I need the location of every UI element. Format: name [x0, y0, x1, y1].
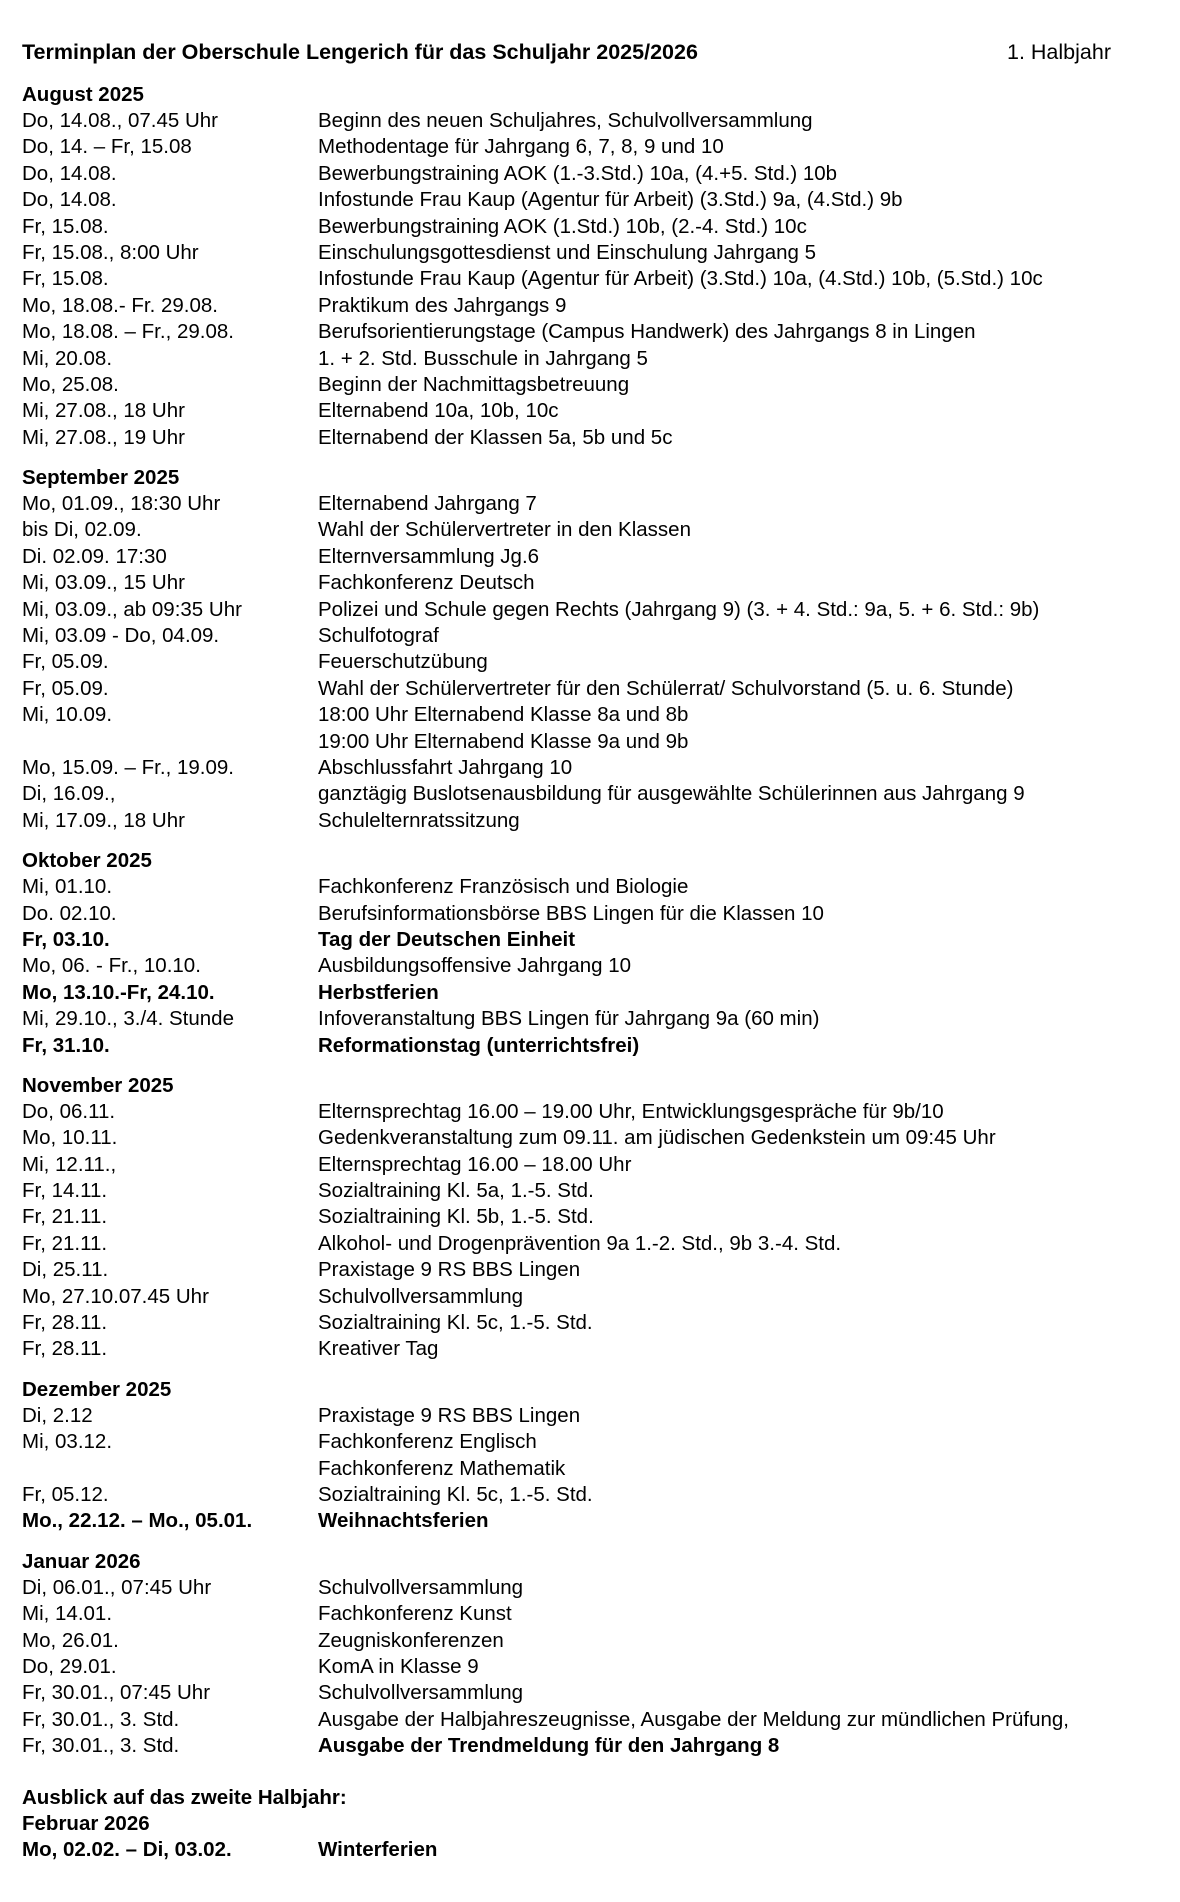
- entry-text: Gedenkveranstaltung zum 09.11. am jüdischen Gedenkstein um 09:45 Uhr: [318, 1126, 996, 1150]
- schedule-row: [22, 1403, 1162, 1429]
- schedule-row: [22, 755, 1162, 781]
- entry-text: Fachkonferenz Englisch: [318, 1430, 537, 1454]
- schedule-row: [22, 1654, 1162, 1680]
- schedule-row: [22, 676, 1162, 702]
- schedule-row: [22, 1284, 1162, 1310]
- month-sections: [22, 82, 1162, 1759]
- entry-date: Fr, 15.08.: [22, 267, 109, 291]
- month-section: [22, 82, 1162, 451]
- month-heading: Oktober 2025: [22, 849, 152, 873]
- entry-date: Fr, 21.11.: [22, 1231, 108, 1255]
- outlook-section: [22, 1785, 1162, 1863]
- entry-date: Mo, 18.08.- Fr. 29.08.: [22, 293, 218, 317]
- month-section: [22, 1363, 1162, 1535]
- schedule-row: [22, 1482, 1162, 1508]
- entry-date: Mi, 01.10.: [22, 875, 113, 899]
- schedule-row: [22, 517, 1162, 543]
- entry-text: Fachkonferenz Mathematik: [318, 1456, 566, 1480]
- entry-date: Mi, 12.11.,: [22, 1152, 117, 1176]
- entry-text: Winterferien: [318, 1838, 438, 1862]
- schedule-row: [22, 1429, 1162, 1455]
- schedule-row: [22, 214, 1162, 240]
- entry-text: Elternabend 10a, 10b, 10c: [318, 399, 559, 423]
- schedule-document: [22, 36, 1162, 1864]
- entry-date: Mo., 22.12. – Mo., 05.01.: [22, 1509, 253, 1533]
- month-heading: August 2025: [22, 83, 144, 106]
- entry-date: Mi, 03.09., 15 Uhr: [22, 571, 185, 595]
- schedule-row: [22, 134, 1162, 160]
- entry-date: Fr, 30.01., 3. Std.: [22, 1734, 180, 1758]
- entry-date: Fr, 31.10.: [22, 1033, 110, 1057]
- entry-text: Ausbildungsoffensive Jahrgang 10: [318, 954, 632, 978]
- entry-text: Sozialtraining Kl. 5a, 1.-5. Std.: [318, 1179, 594, 1203]
- entry-text: Ausgabe der Trendmeldung für den Jahrgang 8: [318, 1734, 780, 1758]
- entry-date: Mi, 20.08.: [22, 346, 113, 370]
- schedule-row: [22, 649, 1162, 675]
- schedule-row: [22, 1628, 1162, 1654]
- entry-text: Schulelternratssitzung: [318, 808, 520, 832]
- entry-text: Elternabend Jahrgang 7: [318, 492, 537, 516]
- schedule-row: [22, 1336, 1162, 1362]
- entry-date: Do, 29.01.: [22, 1654, 117, 1678]
- entry-date: Mo, 10.11.: [22, 1126, 118, 1150]
- schedule-row: [22, 108, 1162, 134]
- entry-text: Bewerbungstraining AOK (1.-3.Std.) 10a, (4.+5. Std.) 10b: [318, 161, 838, 185]
- schedule-row: [22, 1099, 1162, 1125]
- entry-text: Wahl der Schülervertreter für den Schülerrat/ Schulvorstand (5. u. 6. Stunde): [318, 676, 1014, 700]
- schedule-row: [22, 1680, 1162, 1706]
- entry-text: Beginn der Nachmittagsbetreuung: [318, 372, 630, 396]
- month-heading: Dezember 2025: [22, 1377, 172, 1401]
- entry-text: Tag der Deutschen Einheit: [318, 927, 576, 951]
- entry-date: Di, 16.09.,: [22, 782, 116, 806]
- schedule-row: [22, 901, 1162, 927]
- schedule-row: [22, 808, 1162, 834]
- schedule-row: [22, 597, 1162, 623]
- schedule-row: [22, 1601, 1162, 1627]
- schedule-row: [22, 372, 1162, 398]
- entry-text: 18:00 Uhr Elternabend Klasse 8a und 8b: [318, 703, 689, 727]
- entry-text: Fachkonferenz Deutsch: [318, 571, 535, 595]
- month-section: [22, 1059, 1162, 1363]
- entry-text: Schulvollversammlung: [318, 1681, 524, 1705]
- month-heading: September 2025: [22, 466, 180, 490]
- schedule-row: [22, 425, 1162, 451]
- entry-text: Methodentage für Jahrgang 6, 7, 8, 9 und 10: [318, 135, 724, 159]
- entry-date: Fr, 15.08., 8:00 Uhr: [22, 240, 199, 264]
- schedule-row: [22, 544, 1162, 570]
- entry-text: Kreativer Tag: [318, 1337, 439, 1361]
- schedule-row: [22, 293, 1162, 319]
- entry-text: Polizei und Schule gegen Rechts (Jahrgang 9) (3. + 4. Std.: 9a, 5. + 6. Std.: 9b): [318, 597, 1040, 621]
- month-heading: Februar 2026: [22, 1812, 150, 1836]
- schedule-row: [22, 1508, 1162, 1534]
- schedule-row: [22, 702, 1162, 728]
- entry-text: Schulvollversammlung: [318, 1575, 524, 1599]
- entry-text: Beginn des neuen Schuljahres, Schulvollversammlung: [318, 109, 813, 132]
- entry-text: Zeugniskonferenzen: [318, 1628, 504, 1652]
- schedule-row: [22, 1125, 1162, 1151]
- entry-date: Mi, 27.08., 18 Uhr: [22, 399, 185, 423]
- entry-text: Praktikum des Jahrgangs 9: [318, 293, 567, 317]
- entry-date: Mi, 03.12.: [22, 1430, 113, 1454]
- entry-text: Reformationstag (unterrichtsfrei): [318, 1033, 640, 1057]
- schedule-row: [22, 980, 1162, 1006]
- entry-text: Schulfotograf: [318, 624, 439, 648]
- entry-text: KomA in Klasse 9: [318, 1654, 479, 1678]
- entry-text: Praxistage 9 RS BBS Lingen: [318, 1258, 581, 1282]
- entry-text: Schulvollversammlung: [318, 1284, 524, 1308]
- entry-text: Elternversammlung Jg.6: [318, 544, 540, 568]
- schedule-row: [22, 623, 1162, 649]
- entry-text: Wahl der Schülervertreter in den Klassen: [318, 518, 691, 542]
- entry-date: Mo, 25.08.: [22, 372, 119, 396]
- schedule-row: [22, 1033, 1162, 1059]
- entry-date: Mo, 01.09., 18:30 Uhr: [22, 492, 221, 516]
- schedule-row: [22, 953, 1162, 979]
- schedule-row: [22, 570, 1162, 596]
- schedule-row: [22, 1707, 1162, 1733]
- schedule-row: [22, 319, 1162, 345]
- entry-text: Berufsorientierungstage (Campus Handwerk) des Jahrgangs 8 in Lingen: [318, 320, 976, 344]
- entry-date: Mi, 10.09.: [22, 703, 113, 727]
- schedule-row: [22, 161, 1162, 187]
- schedule-row: [22, 1204, 1162, 1230]
- entry-date: Fr, 05.12.: [22, 1482, 109, 1506]
- entry-date: Fr, 05.09.: [22, 676, 109, 700]
- entry-date: Mo, 15.09. – Fr., 19.09.: [22, 755, 234, 779]
- month-heading: Januar 2026: [22, 1549, 141, 1573]
- entry-text: Bewerbungstraining AOK (1.Std.) 10b, (2.-4. Std.) 10c: [318, 214, 807, 238]
- schedule-row: [22, 1456, 1162, 1482]
- entry-date: bis Di, 02.09.: [22, 518, 142, 542]
- entry-text: Infostunde Frau Kaup (Agentur für Arbeit) (3.Std.) 9a, (4.Std.) 9b: [318, 188, 903, 212]
- entry-text: Sozialtraining Kl. 5b, 1.-5. Std.: [318, 1205, 594, 1229]
- entry-text: Sozialtraining Kl. 5c, 1.-5. Std.: [318, 1311, 593, 1335]
- entry-date: Mi, 17.09., 18 Uhr: [22, 808, 185, 832]
- entry-date: Fr, 14.11.: [22, 1179, 108, 1203]
- entry-date: Fr, 28.11.: [22, 1311, 108, 1335]
- entry-date: Mi, 14.01.: [22, 1602, 113, 1626]
- schedule-row: [22, 398, 1162, 424]
- entry-text: Elternabend der Klassen 5a, 5b und 5c: [318, 425, 673, 449]
- entry-text: 1. + 2. Std. Busschule in Jahrgang 5: [318, 346, 648, 370]
- entry-date: Di, 25.11.: [22, 1258, 109, 1282]
- entry-date: Fr, 30.01., 07:45 Uhr: [22, 1681, 211, 1705]
- month-section: [22, 834, 1162, 1059]
- entry-text: Weihnachtsferien: [318, 1509, 489, 1533]
- month-heading: November 2025: [22, 1073, 174, 1097]
- entry-text: Praxistage 9 RS BBS Lingen: [318, 1403, 581, 1427]
- entry-date: Mo, 06. - Fr., 10.10.: [22, 954, 201, 978]
- schedule-row: [22, 927, 1162, 953]
- entry-date: Do. 02.10.: [22, 901, 117, 925]
- schedule-row: [22, 1257, 1162, 1283]
- outlook-title: Ausblick auf das zweite Halbjahr:: [22, 1786, 347, 1810]
- schedule-row: [22, 1575, 1162, 1601]
- entry-text: Elternsprechtag 16.00 – 18.00 Uhr: [318, 1152, 632, 1176]
- entry-date: Mi, 03.09., ab 09:35 Uhr: [22, 597, 242, 621]
- entry-text: Abschlussfahrt Jahrgang 10: [318, 755, 573, 779]
- schedule-row: [22, 781, 1162, 807]
- entry-date: Fr, 28.11.: [22, 1337, 108, 1361]
- entry-text: Herbstferien: [318, 980, 439, 1004]
- entry-text: Ausgabe der Halbjahreszeugnisse, Ausgabe der Meldung zur mündlichen Prüfung,: [318, 1707, 1070, 1731]
- entry-text: Fachkonferenz Französisch und Biologie: [318, 875, 689, 899]
- schedule-row: [22, 1231, 1162, 1257]
- entry-date: Fr, 21.11.: [22, 1205, 108, 1229]
- schedule-row: [22, 1152, 1162, 1178]
- entry-date: Mi, 27.08., 19 Uhr: [22, 425, 185, 449]
- entry-text: Elternsprechtag 16.00 – 19.00 Uhr, Entwicklungsgespräche für 9b/10: [318, 1099, 944, 1123]
- entry-date: Do, 14. – Fr, 15.08: [22, 135, 192, 159]
- entry-text: Alkohol- und Drogenprävention 9a 1.-2. Std., 9b 3.-4. Std.: [318, 1231, 842, 1255]
- entry-date: Fr, 30.01., 3. Std.: [22, 1707, 180, 1731]
- entry-text: Sozialtraining Kl. 5c, 1.-5. Std.: [318, 1482, 593, 1506]
- schedule-row: [22, 729, 1162, 755]
- schedule-row: [22, 266, 1162, 292]
- entry-text: Feuerschutzübung: [318, 650, 488, 674]
- schedule-row: [22, 491, 1162, 517]
- month-section: [22, 1535, 1162, 1760]
- entry-date: Fr, 03.10.: [22, 927, 110, 951]
- entry-date: Mi, 03.09 - Do, 04.09.: [22, 624, 220, 648]
- outlook-entries: [22, 1837, 1162, 1863]
- entry-date: Mo, 13.10.-Fr, 24.10.: [22, 980, 215, 1004]
- entry-date: Do, 14.08.: [22, 188, 117, 212]
- entry-date: Mo, 26.01.: [22, 1628, 119, 1652]
- schedule-row: [22, 874, 1162, 900]
- schedule-row: [22, 346, 1162, 372]
- entry-date: Do, 14.08., 07.45 Uhr: [22, 109, 219, 132]
- entry-date: Di, 2.12: [22, 1403, 93, 1427]
- semester-label: 1. Halbjahr: [1007, 40, 1111, 64]
- schedule-row: [22, 1006, 1162, 1032]
- schedule-row: [22, 1837, 1162, 1863]
- entry-date: Mi, 29.10., 3./4. Stunde: [22, 1007, 234, 1031]
- schedule-row: [22, 240, 1162, 266]
- schedule-row: [22, 1310, 1162, 1336]
- document-header: [22, 36, 1162, 82]
- entry-date: Mo, 02.02. – Di, 03.02.: [22, 1838, 232, 1862]
- entry-text: ganztägig Buslotsenausbildung für ausgewählte Schülerinnen aus Jahrgang 9: [318, 782, 1025, 806]
- entry-text: Infoveranstaltung BBS Lingen für Jahrgang 9a (60 min): [318, 1007, 820, 1031]
- entry-text: 19:00 Uhr Elternabend Klasse 9a und 9b: [318, 729, 689, 753]
- entry-text: Infostunde Frau Kaup (Agentur für Arbeit) (3.Std.) 10a, (4.Std.) 10b, (5.Std.) 10c: [318, 267, 1043, 291]
- entry-date: Do, 06.11.: [22, 1099, 116, 1123]
- entry-date: Di. 02.09. 17:30: [22, 544, 167, 568]
- schedule-row: [22, 1733, 1162, 1759]
- schedule-row: [22, 1178, 1162, 1204]
- document-title: Terminplan der Oberschule Lengerich für das Schuljahr 2025/2026: [22, 40, 698, 64]
- entry-text: Fachkonferenz Kunst: [318, 1602, 512, 1626]
- entry-text: Berufsinformationsbörse BBS Lingen für die Klassen 10: [318, 901, 824, 925]
- entry-date: Mo, 27.10.07.45 Uhr: [22, 1284, 209, 1308]
- schedule-row: [22, 187, 1162, 213]
- entry-date: Di, 06.01., 07:45 Uhr: [22, 1575, 212, 1599]
- entry-date: Mo, 18.08. – Fr., 29.08.: [22, 320, 234, 344]
- entry-date: Fr, 15.08.: [22, 214, 109, 238]
- entry-text: Einschulungsgottesdienst und Einschulung Jahrgang 5: [318, 240, 817, 264]
- entry-date: Do, 14.08.: [22, 161, 117, 185]
- entry-date: Fr, 05.09.: [22, 650, 109, 674]
- month-section: [22, 451, 1162, 834]
